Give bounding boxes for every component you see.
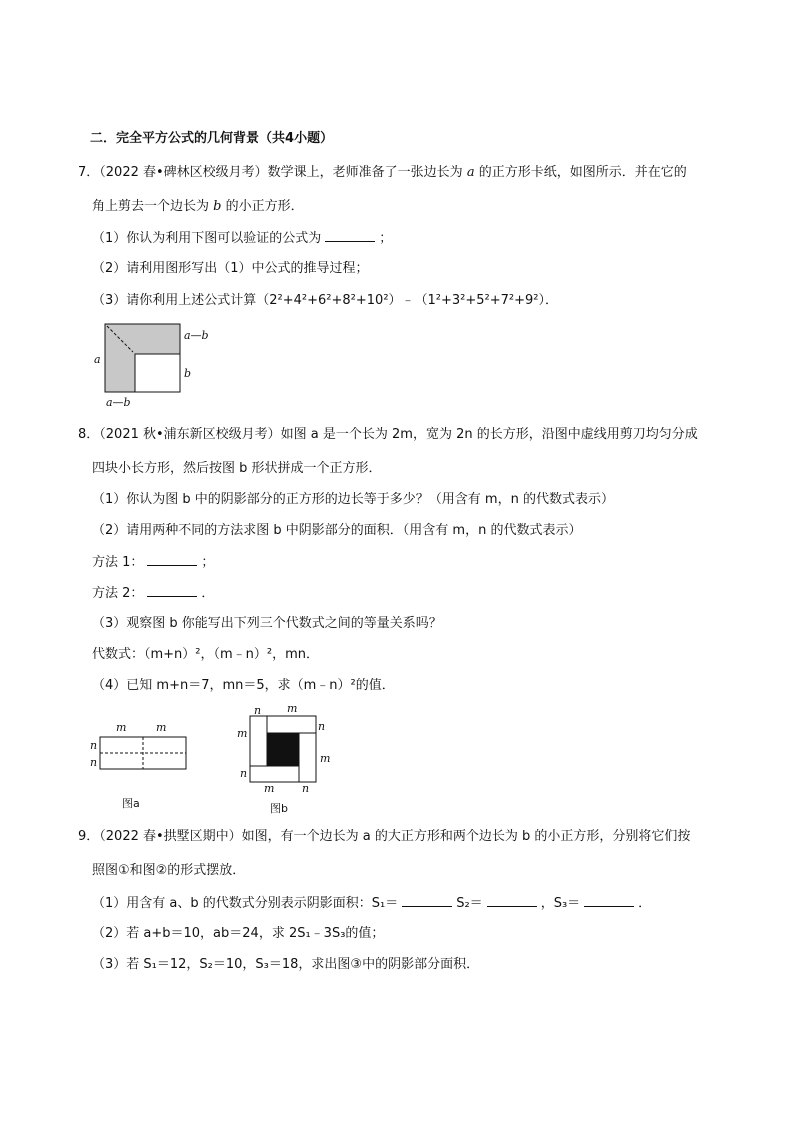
- rect-right: [299, 733, 316, 782]
- answer-blank[interactable]: [147, 553, 197, 566]
- small-square-cut: [135, 354, 180, 392]
- q8-method2: 方法 2： ．: [92, 586, 215, 601]
- q8-expressions: 代数式：（m+n）²，（m﹣n）²，mn．: [92, 647, 320, 662]
- answer-blank[interactable]: [402, 894, 452, 907]
- q8-part1: （1）你认为图 b 中的阴影部分的正方形的边长等于多少？（用含有 m，n 的代数式表示）: [92, 492, 614, 507]
- label-right: b: [184, 367, 192, 380]
- q8-part2: （2）请用两种不同的方法求图 b 中阴影部分的面积．（用含有 m，n 的代数式表示）: [92, 523, 582, 538]
- rect-bottom: [250, 766, 299, 782]
- q9-stem-line2: 照图①和图②的形式摆放．: [92, 863, 246, 878]
- answer-blank[interactable]: [325, 229, 375, 242]
- q7-part1: （1）你认为利用下图可以验证的公式为 ；: [92, 231, 393, 246]
- label-n: n: [318, 720, 326, 733]
- label-m: m: [116, 721, 127, 734]
- q7-figure: [88, 322, 228, 412]
- label-m: m: [237, 727, 248, 740]
- label-n: n: [240, 767, 248, 780]
- label-bottom: a—b: [106, 396, 131, 409]
- label-n: n: [90, 756, 98, 769]
- label-m: m: [287, 702, 298, 715]
- label-left: a: [94, 353, 101, 366]
- label-m: m: [156, 721, 167, 734]
- q9-part3: （3）若 S₁＝12，S₂＝10，S₃＝18，求出图③中的阴影部分面积．: [92, 957, 480, 972]
- shaded-center-square: [267, 733, 299, 766]
- label-m: m: [264, 782, 275, 795]
- q8-figure-a: [86, 715, 196, 815]
- label-top: a—b: [184, 329, 209, 342]
- q9-part2: （2）若 a+b＝10，ab＝24，求 2S₁﹣3S₃的值；: [92, 926, 385, 941]
- q8-figure-b: [232, 700, 342, 820]
- label-m: m: [320, 752, 331, 765]
- answer-blank[interactable]: [584, 894, 634, 907]
- q8-stem: 8．（2021 秋•浦东新区校级月考）如图 a 是一个长为 2m，宽为 2n 的长方形，沿图中虚线用剪刀均匀分成: [78, 427, 698, 442]
- answer-blank[interactable]: [487, 894, 537, 907]
- caption-a: 图a: [122, 797, 140, 810]
- caption-b: 图b: [270, 802, 288, 815]
- label-n: n: [302, 782, 310, 795]
- q9-part1: （1）用含有 a、b 的代数式分别表示阴影面积：S₁＝ S₂＝ ，S₃＝ ．: [92, 896, 652, 911]
- label-n: n: [90, 739, 98, 752]
- q7-stem: 7．（2022 春•碑林区校级月考）数学课上，老师准备了一张边长为 a 的正方形卡纸，如图所示．并在它的: [78, 165, 687, 180]
- rect-top: [267, 716, 316, 733]
- q7-part2: （2）请利用图形写出（1）中公式的推导过程；: [92, 261, 369, 276]
- section-title: 二．完全平方公式的几何背景（共4小题）: [90, 131, 334, 146]
- q8-method1: 方法 1： ；: [92, 555, 215, 570]
- q7-part3: （3）请你利用上述公式计算（2²+4²+6²+8²+10²）﹣（1²+3²+5²+7²+9²）．: [92, 293, 559, 308]
- q8-part3: （3）观察图 b 你能写出下列三个代数式之间的等量关系吗？: [92, 616, 442, 631]
- q8-part4: （4）已知 m+n＝7，mn＝5，求（m﹣n）²的值．: [92, 678, 395, 693]
- q9-stem: 9．（2022 春•拱墅区期中）如图，有一个边长为 a 的大正方形和两个边长为 b 的小正方形，分别将它们按: [78, 829, 691, 844]
- rect-left: [250, 716, 267, 766]
- label-n: n: [254, 704, 262, 717]
- q8-stem-line2: 四块小长方形，然后按图 b 形状拼成一个正方形．: [92, 461, 382, 476]
- answer-blank[interactable]: [147, 584, 197, 597]
- q7-stem-line2: 角上剪去一个边长为 b 的小正方形．: [92, 199, 304, 214]
